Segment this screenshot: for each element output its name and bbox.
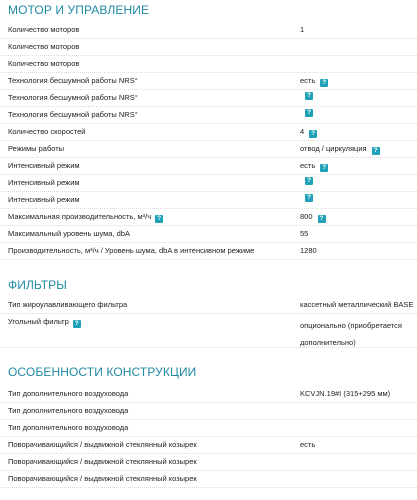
spec-label-text: Максимальная производительность, м³/ч — [8, 212, 152, 221]
spec-label: Интенсивный режим — [8, 161, 80, 170]
spec-label: Количество моторов — [8, 25, 80, 34]
spec-row — [0, 57, 417, 73]
spec-row — [0, 421, 417, 437]
spec-label — [8, 212, 163, 223]
spec-value — [300, 76, 328, 87]
spec-label: Тип дополнительного воздуховода — [8, 406, 129, 415]
spec-row — [0, 438, 417, 454]
help-icon[interactable]: ? — [320, 79, 328, 87]
spec-row — [0, 159, 417, 175]
spec-value-line: дополнительно) — [300, 338, 356, 347]
spec-value — [300, 212, 326, 223]
spec-row — [0, 472, 417, 488]
spec-row — [0, 387, 417, 403]
spec-label: Поворачивающийся / выдвижной стеклянный козырек — [8, 440, 197, 449]
spec-value: 1280 — [300, 246, 317, 255]
spec-row — [0, 315, 417, 348]
help-icon[interactable]: ? — [305, 177, 313, 185]
spec-value-text: есть — [300, 161, 316, 170]
spec-value — [300, 317, 402, 351]
spec-label: Количество моторов — [8, 42, 80, 51]
spec-row — [0, 455, 417, 471]
spec-value — [300, 144, 380, 155]
spec-label: Поворачивающийся / выдвижной стеклянный козырек — [8, 457, 197, 466]
spec-row — [0, 244, 417, 260]
spec-label: Поворачивающийся / выдвижной стеклянный козырек — [8, 474, 197, 483]
spec-label: Количество моторов — [8, 59, 80, 68]
help-icon[interactable]: ? — [318, 215, 326, 223]
spec-row — [0, 193, 417, 209]
spec-label-text: Угольный фильтр — [8, 317, 69, 326]
spec-row — [0, 210, 417, 226]
spec-label: Тип жироулавливающего фильтра — [8, 300, 128, 309]
spec-row — [0, 40, 417, 56]
spec-value-text: 4 — [300, 127, 305, 136]
spec-value: 55 — [300, 229, 309, 238]
spec-value: кассетный металлический BASE — [300, 300, 414, 309]
help-icon[interactable]: ? — [155, 215, 163, 223]
spec-value-text: отвод / циркуляция — [300, 144, 367, 153]
section-title-construction: ОСОБЕННОСТИ КОНСТРУКЦИИ — [8, 365, 197, 379]
spec-label: Технология бесшумной работы NRS° — [8, 93, 138, 102]
help-icon[interactable]: ? — [305, 92, 313, 100]
spec-label: Количество скоростей — [8, 127, 86, 136]
spec-row — [0, 404, 417, 420]
help-icon[interactable]: ? — [320, 164, 328, 172]
spec-value-text: 800 — [300, 212, 313, 221]
spec-label — [8, 317, 81, 328]
spec-row — [0, 108, 417, 124]
help-icon[interactable]: ? — [372, 147, 380, 155]
spec-value-text: есть — [300, 76, 316, 85]
spec-value: есть — [300, 440, 316, 449]
spec-row — [0, 23, 417, 39]
spec-value: 1 — [300, 25, 305, 34]
spec-row — [0, 142, 417, 158]
spec-value — [300, 127, 317, 138]
spec-row — [0, 91, 417, 107]
spec-label: Производительность, м³/ч / Уровень шума, dbA в интенсивном режиме — [8, 246, 255, 255]
help-icon[interactable]: ? — [305, 194, 313, 202]
spec-row — [0, 298, 417, 314]
spec-label: Тип дополнительного воздуховода — [8, 423, 129, 432]
spec-label: Технология бесшумной работы NRS° — [8, 110, 138, 119]
spec-label: Максимальный уровень шума, dbA — [8, 229, 130, 238]
help-icon[interactable]: ? — [305, 109, 313, 117]
spec-label: Тип дополнительного воздуховода — [8, 389, 129, 398]
help-icon[interactable]: ? — [73, 320, 81, 328]
section-title-filters: ФИЛЬТРЫ — [8, 278, 67, 292]
spec-row — [0, 125, 417, 141]
spec-row — [0, 176, 417, 192]
spec-row — [0, 74, 417, 90]
spec-label: Режимы работы — [8, 144, 65, 153]
help-icon[interactable]: ? — [309, 130, 317, 138]
section-title-motor: МОТОР И УПРАВЛЕНИЕ — [8, 3, 150, 17]
spec-value-line: опционально (приобретается — [300, 321, 402, 330]
spec-label: Технология бесшумной работы NRS° — [8, 76, 138, 85]
spec-row — [0, 227, 417, 243]
spec-label: Интенсивный режим — [8, 178, 80, 187]
spec-label: Интенсивный режим — [8, 195, 80, 204]
spec-value — [300, 161, 328, 172]
spec-value: KCVJN.19#I (315+295 мм) — [300, 389, 391, 398]
